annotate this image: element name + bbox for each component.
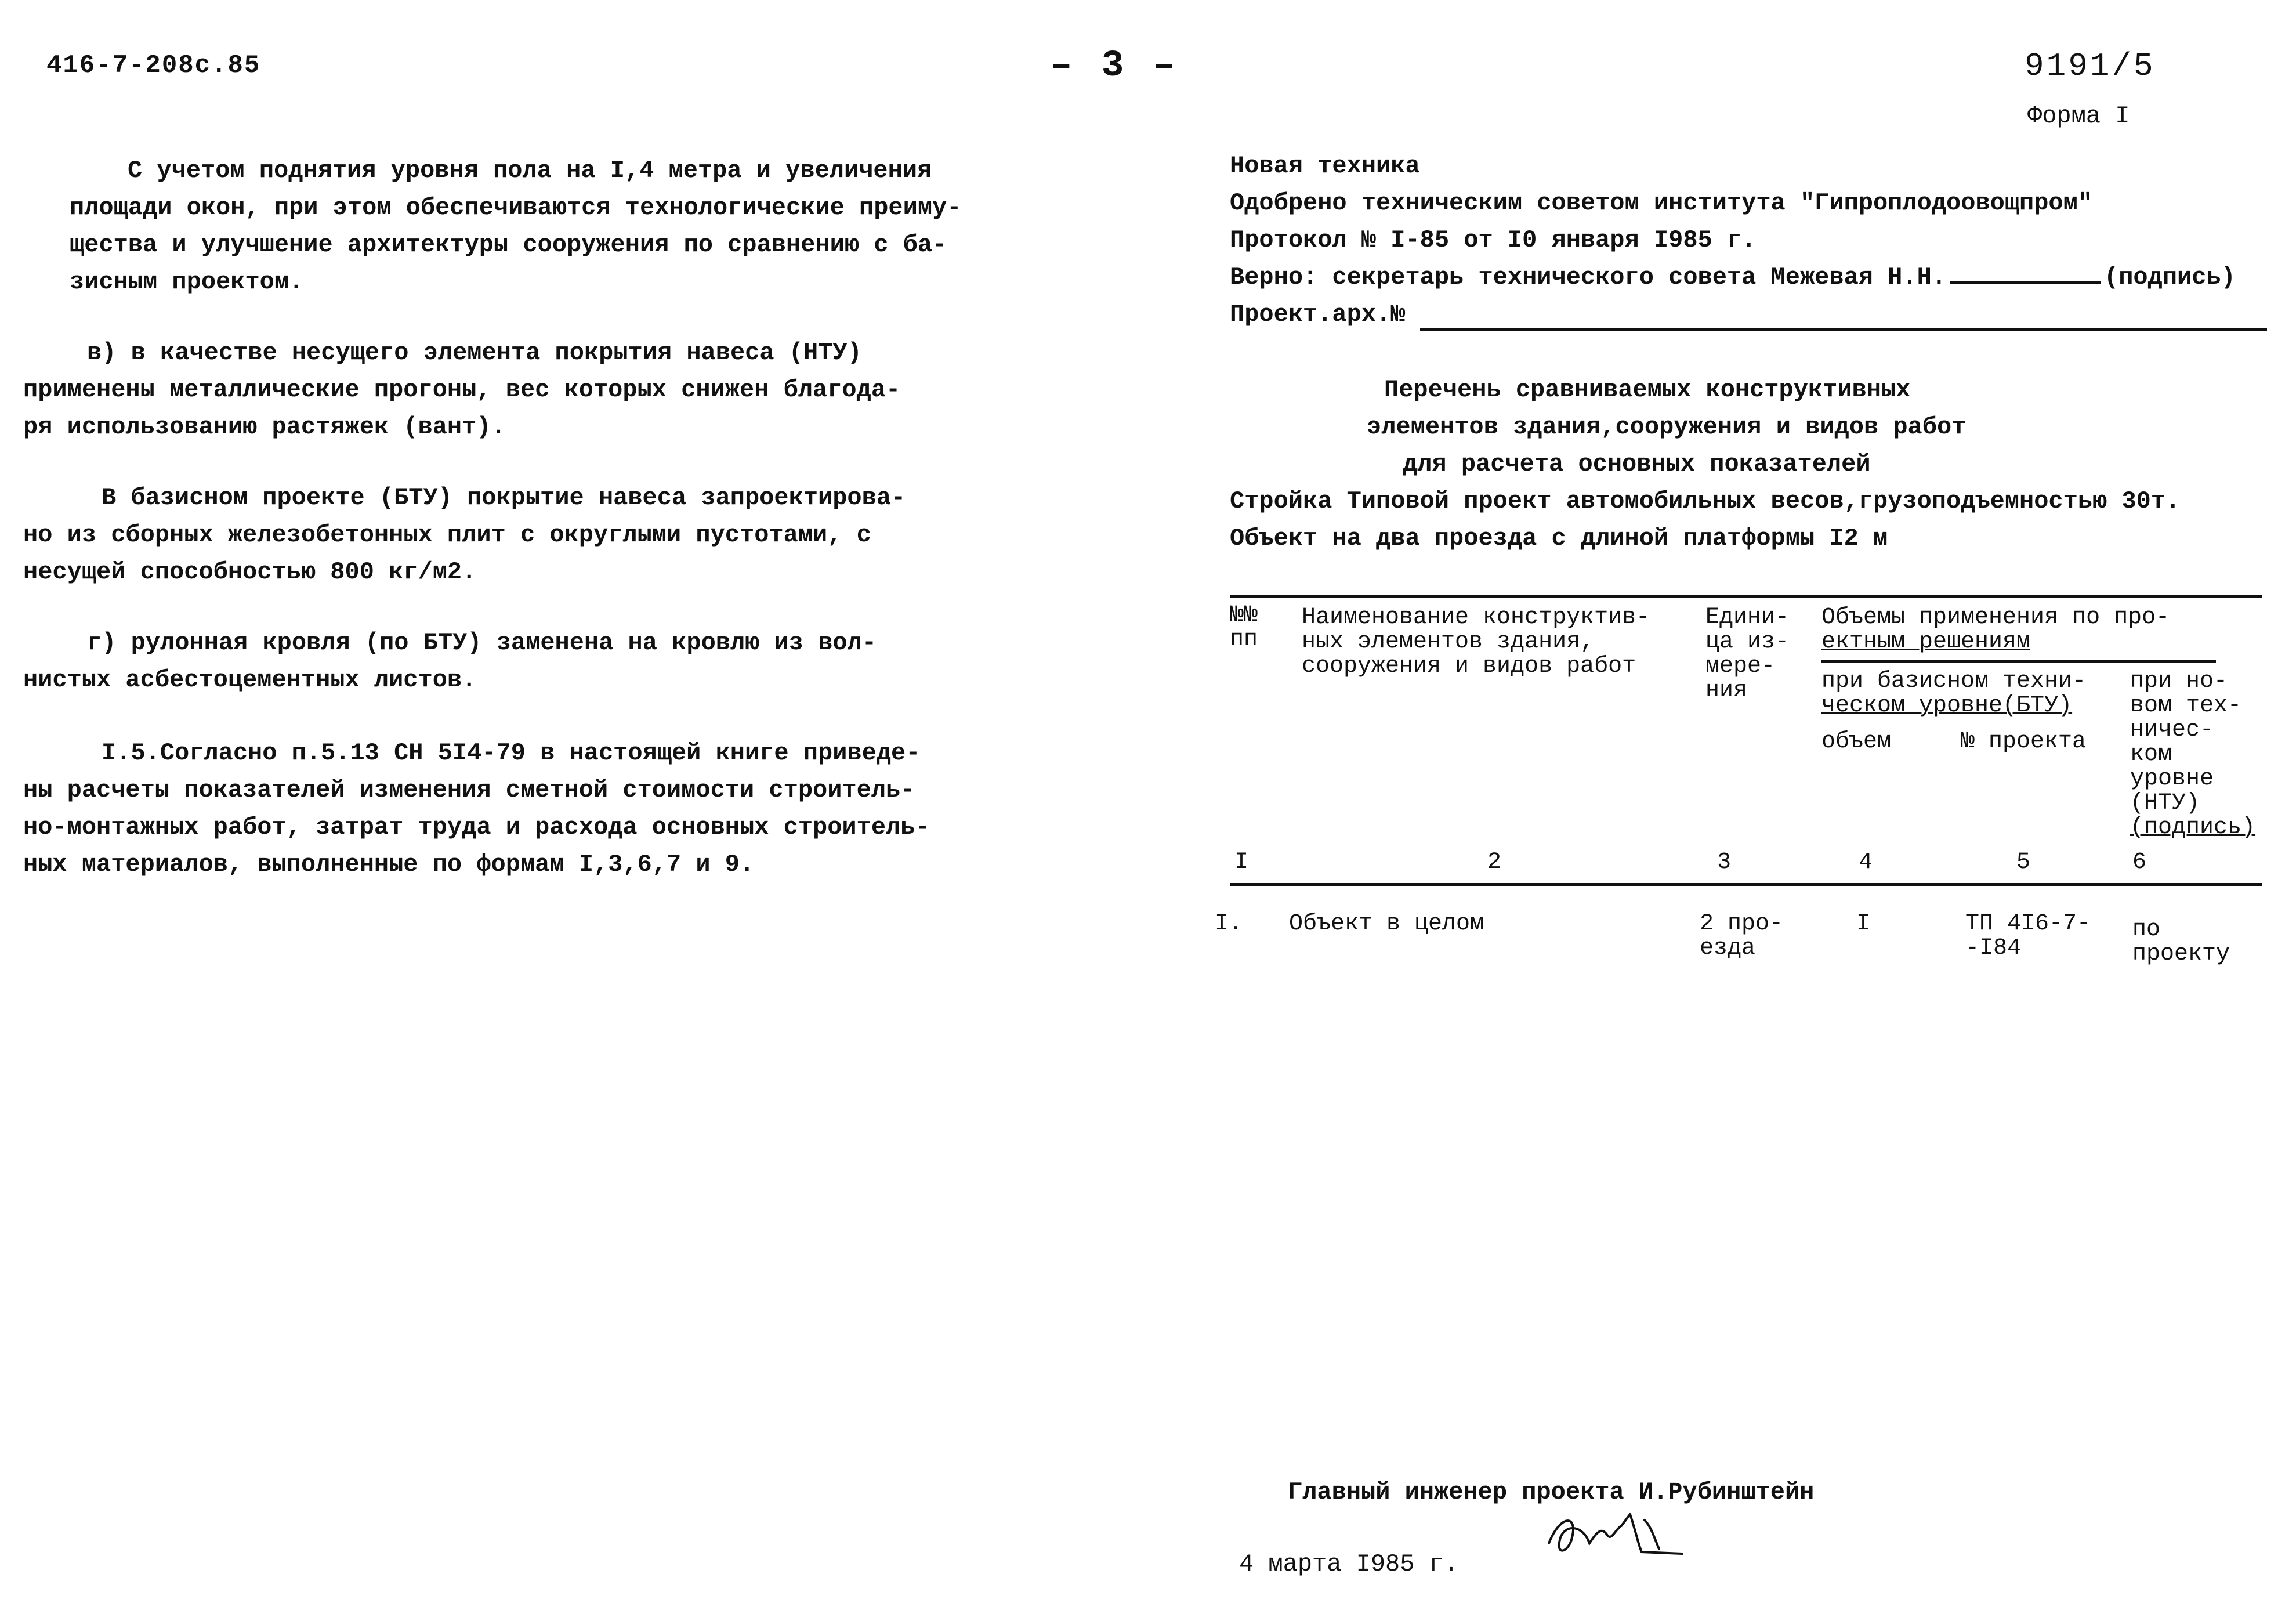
- left-paragraph-1: [70, 152, 986, 301]
- row-unit: [1700, 912, 1783, 961]
- header-text: ческом уровне(БТУ): [1821, 693, 2073, 719]
- chief-engineer-line: Главный инженер проекта И.Рубинштейн: [1288, 1478, 1815, 1506]
- left-paragraph-5: [23, 734, 940, 883]
- text-line: В базисном проекте (БТУ) покрытие навеса запроектирова-: [102, 484, 906, 512]
- text-line: щества и улучшение архитектуры сооружения по сравнению с ба-: [70, 231, 947, 259]
- col-number-1: I: [1234, 849, 1249, 875]
- header-divider: [1821, 660, 2216, 663]
- header-btu: [1821, 670, 2086, 718]
- header-text: ных элементов здания,: [1302, 629, 1595, 655]
- header-text: (подпись): [2130, 815, 2256, 841]
- verno-text: Верно: секретарь технического совета Межевая Н.Н.: [1230, 263, 1947, 291]
- header-btu-volume: объем: [1821, 729, 1892, 755]
- new-technology-label: Новая техника: [1230, 152, 1420, 180]
- header-text: (НТУ): [2130, 790, 2200, 816]
- header-text: Наименование конструктив-: [1302, 605, 1650, 631]
- signature-label: (подпись): [2104, 263, 2236, 291]
- header-num: [1230, 603, 1258, 652]
- approval-line: Одобрено техническим советом института "Гипроплодоовощпром": [1230, 189, 2093, 217]
- header-name: [1302, 606, 1650, 679]
- sheet-code: 9191/5: [2025, 48, 2156, 85]
- header-ntu: [2130, 670, 2255, 840]
- document-code: 416-7-208с.85: [46, 51, 261, 80]
- table-title-2: элементов здания,сооружения и видов работ: [1367, 413, 1967, 441]
- date-line: 4 марта I985 г.: [1239, 1550, 1459, 1578]
- header-unit: [1705, 606, 1789, 703]
- header-text: №№: [1230, 602, 1258, 628]
- cell-text: езда: [1700, 935, 1756, 961]
- archive-line: [1230, 296, 2236, 333]
- header-text: Объемы применения по про-: [1821, 605, 2170, 631]
- text-line: в) в качестве несущего элемента покрытия навеса (НТУ): [87, 339, 862, 367]
- text-line: С учетом поднятия уровня пола на I,4 метра и увеличения: [128, 157, 932, 184]
- header-text: ца из-: [1705, 629, 1790, 655]
- verno-line: [1230, 259, 2236, 296]
- col-number-5: 5: [2016, 849, 2031, 875]
- form-label: Форма I: [2027, 102, 2130, 130]
- header-text: мере-: [1705, 653, 1776, 679]
- text-line: применены металлические прогоны, вес которых снижен благода-: [23, 376, 901, 404]
- protocol-line: Протокол № I-85 от I0 января I985 г.: [1230, 226, 1757, 254]
- text-line: площади окон, при этом обеспечиваются технологические преиму-: [70, 194, 962, 222]
- header-text: при но-: [2130, 668, 2228, 694]
- header-text: ектным решениям: [1821, 629, 2031, 655]
- table-title-3: для расчета основных показателей: [1403, 450, 1871, 478]
- header-text: ком: [2130, 741, 2172, 768]
- header-text: при базисном техни-: [1821, 668, 2087, 694]
- text-line: несущей способностью 800 кг/м2.: [23, 558, 477, 586]
- table-header-border: [1230, 883, 2262, 886]
- table-top-border: [1230, 595, 2262, 598]
- cell-text: по: [2132, 917, 2161, 943]
- col-number-3: 3: [1717, 849, 1732, 875]
- header-text: ния: [1705, 678, 1748, 704]
- header-btu-project: № проекта: [1961, 729, 2087, 755]
- header-text: сооружения и видов работ: [1302, 653, 1636, 679]
- header-text: Едини-: [1705, 605, 1790, 631]
- row-name: Объект в целом: [1289, 911, 1484, 937]
- text-line: но-монтажных работ, затрат труда и расхода основных строитель-: [23, 813, 930, 841]
- left-paragraph-2: [23, 334, 940, 446]
- header-text: ничес-: [2130, 717, 2214, 743]
- handwritten-signature: [1543, 1503, 1694, 1566]
- header-text: уровне: [2130, 766, 2214, 792]
- text-line: г) рулонная кровля (по БТУ) заменена на кровлю из вол-: [87, 629, 877, 657]
- col-number-6: 6: [2132, 849, 2147, 875]
- header-text: вом тех-: [2130, 693, 2242, 719]
- cell-text: -I84: [1965, 935, 2022, 961]
- text-line: но из сборных железобетонных плит с округлыми пустотами, с: [23, 521, 871, 549]
- approval-block: [1230, 147, 2236, 333]
- archive-label: Проект.арх.№: [1230, 301, 1406, 328]
- cell-text: ТП 4I6-7-: [1965, 911, 2091, 937]
- text-line: зисным проектом.: [70, 268, 304, 296]
- row-ntu: [2132, 918, 2230, 967]
- row-volume: I: [1856, 911, 1871, 937]
- signature-line: [1950, 281, 2101, 284]
- header-volumes: [1821, 606, 2170, 654]
- text-line: ря использованию растяжек (вант).: [23, 413, 506, 441]
- header-text: пп: [1230, 627, 1258, 653]
- text-line: ных материалов, выполненные по формам I,3,6,7 и 9.: [23, 851, 755, 878]
- row-num: I.: [1215, 911, 1243, 937]
- text-line: I.5.Согласно п.5.13 СН 5I4-79 в настоящей книге приведе-: [102, 739, 921, 767]
- object-line: Объект на два проезда с длиной платформы I2 м: [1230, 524, 1888, 552]
- cell-text: 2 про-: [1700, 911, 1784, 937]
- page-number: – 3 –: [1050, 45, 1179, 87]
- archive-number-line: [1420, 328, 2267, 331]
- left-paragraph-3: [23, 479, 940, 591]
- cell-text: проекту: [2132, 941, 2230, 967]
- table-title-1: Перечень сравниваемых конструктивных: [1384, 376, 1911, 404]
- left-paragraph-4: [23, 624, 940, 699]
- stroika-line: Стройка Типовой проект автомобильных весов,грузоподъемностью 30т.: [1230, 487, 2181, 515]
- col-number-4: 4: [1859, 849, 1873, 875]
- text-line: ны расчеты показателей изменения сметной стоимости строитель-: [23, 776, 915, 804]
- row-project: [1965, 912, 2091, 961]
- text-line: нистых асбестоцементных листов.: [23, 666, 477, 694]
- col-number-2: 2: [1487, 849, 1502, 875]
